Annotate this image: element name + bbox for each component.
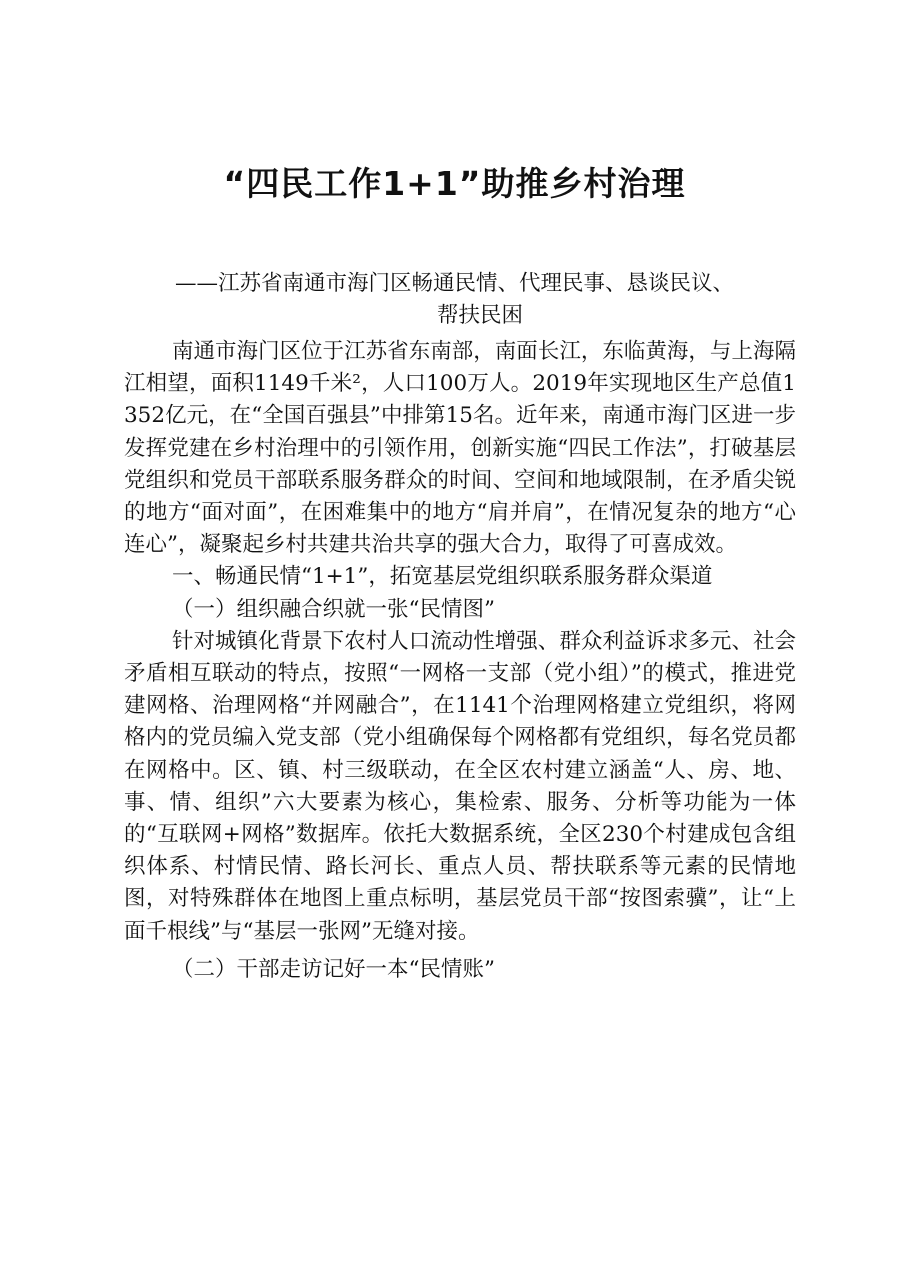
subsection-heading-1: （一）组织融合织就一张“民情图”: [172, 596, 495, 622]
document-title: “四民工作1+1”助推乡村治理: [223, 164, 686, 203]
subsection-heading-2: （二）干部走访记好一本“民情账”: [172, 956, 495, 982]
section-heading-1: 一、畅通民情“1+1”，拓宽基层党组织联系服务群众渠道: [172, 564, 713, 590]
subtitle-line-2: 帮扶民困: [436, 303, 523, 328]
document-body: [124, 336, 796, 986]
subsection-paragraph-1: 针对城镇化背景下农村人口流动性增强、群众利益诉求多元、社会矛盾相互联动的特点，按照“一网格一支部（党小组）”的模式，推进党建网格、治理网格“并网融合”，在1141个治理网格建立党组织，将网格内的党员编入党支部（党小组确保每个网格都有党组织，每名党员都在网格中。区、镇、村三级联动，在全区农村建立涵盖“人、房、地、事、情、组织”六大要素为核心，集检索、服务、分析等功能为一体的“互联网+网格”数据库。依托大数据系统，全区230个村建成包含组织体系、村情民情、路长河长、重点人员、帮扶联系等元素的民情地图，对特殊群体在地图上重点标明，基层党员干部“按图索骥”，让“上面千根线”与“基层一张网”无缝对接。: [124, 628, 796, 944]
document-subtitle: [175, 268, 825, 332]
intro-paragraph: 南通市海门区位于江苏省东南部，南面长江，东临黄海，与上海隔江相望，面积1149千米²，人口100万人。2019年实现地区生产总值1352亿元，在“全国百强县”中排第15名。近年来，南通市海门区进一步发挥党建在乡村治理中的引领作用，创新实施“四民工作法”，打破基层党组织和党员干部联系服务群众的时间、空间和地域限制，在矛盾尖锐的地方“面对面”，在困难集中的地方“肩并肩”，在情况复杂的地方“心连心”，凝聚起乡村共建共治共享的强大合力，取得了可喜成效。: [124, 339, 796, 558]
subtitle-line-1: ——江苏省南通市海门区畅通民情、代理民事、恳谈民议、: [175, 271, 735, 296]
